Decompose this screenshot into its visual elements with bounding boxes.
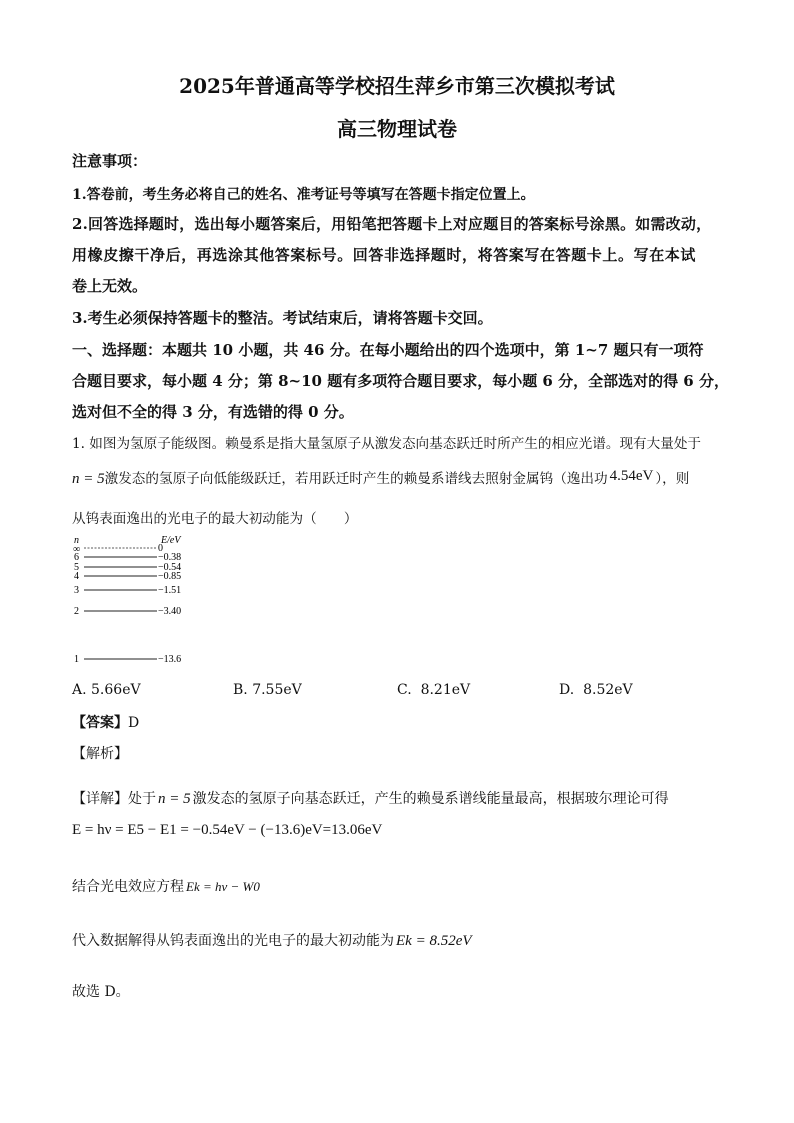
option-d (559, 682, 633, 698)
result-line (72, 930, 472, 950)
level-5-n: 5 (74, 562, 79, 573)
note-item-3: 3.考生必须保持答题卡的整洁。考试结束后，请将答题卡交回。 (72, 309, 493, 327)
level-3-e: −1.51 (158, 585, 182, 596)
section-line-2: 合题目要求，每小题 4 分；第 8~10 题有多项符合题目要求，每小题 6 分，全部选对的得 6 分， (72, 372, 729, 390)
note-item-2: 2.回答选择题时，选出每小题答案后，用铅笔把答题卡上对应题目的答案标号涂黑。如需改动， (72, 215, 712, 233)
option-d-key: D. (559, 682, 575, 698)
level-2-n: 2 (74, 606, 79, 617)
photoelectric-line (72, 876, 260, 896)
question-1-line-2-end: ），则 (655, 471, 690, 487)
photoelectric-equation: Ek = hν − W0 (186, 879, 260, 894)
detail-text-1: 处于 (128, 791, 156, 807)
question-1-n-value: n = 5 (72, 471, 105, 487)
energy-level-diagram (70, 530, 210, 670)
exam-title: 2025年普通高等学校招生萍乡市第三次模拟考试 (179, 74, 615, 98)
answer-label: 【答案】 (72, 715, 128, 731)
option-b-key: B. (233, 682, 248, 698)
option-c (397, 682, 470, 698)
equation-energy: E = hν = E5 − E1 = −0.54eV − (−13.6)eV=13.06eV (72, 822, 383, 838)
photoelectric-text: 结合光电效应方程 (72, 879, 184, 895)
answer-value: D (128, 715, 140, 731)
level-inf-e: 0 (158, 543, 163, 554)
question-1-line-2-text: 激发态的氢原子向低能级跃迁，若用跃迁时产生的赖曼系谱线去照射金属钨（逸出功 (104, 471, 608, 487)
level-3-n: 3 (74, 585, 79, 596)
diagram-n-label: n (74, 535, 79, 546)
section-line-1: 一、选择题：本题共 10 小题，共 46 分。在每小题给出的四个选项中，第 1~7 题只有一项符 (72, 341, 704, 359)
question-1-line-1: 1. 如图为氢原子能级图。赖曼系是指大量氢原子从激发态向基态跃迁时所产生的相应光谱。现有大量处于 (72, 436, 702, 452)
level-2-e: −3.40 (158, 606, 182, 617)
note-item-1: 1.答卷前，考生务必将自己的姓名、准考证号等填写在答题卡指定位置上。 (72, 187, 535, 203)
conclusion: 故选 D。 (72, 984, 130, 1000)
level-4-n: 4 (74, 571, 79, 582)
option-a-key: A. (72, 682, 87, 698)
question-1-line-2 (72, 467, 689, 488)
detail-text-2: 激发态的氢原子向基态跃迁，产生的赖曼系谱线能量最高，根据玻尔理论可得 (192, 791, 669, 807)
detail-label: 【详解】 (72, 791, 128, 807)
exam-subtitle: 高三物理试卷 (337, 117, 457, 141)
note-item-2-cont2: 卷上无效。 (72, 277, 148, 295)
diagram-e-label: E/eV (161, 535, 181, 546)
option-c-key: C. (397, 682, 412, 698)
answer-line (72, 712, 139, 732)
question-1-line-3: 从钨表面逸出的光电子的最大初动能为（ ） (72, 511, 358, 527)
option-b-value: 7.55eV (252, 682, 302, 698)
option-a (72, 682, 141, 698)
detail-n-value: n = 5 (158, 791, 191, 807)
notes-heading: 注意事项： (72, 152, 148, 170)
level-6-n: 6 (74, 552, 79, 563)
section-line-3: 选对但不全的得 3 分，有选错的得 0 分。 (72, 403, 354, 421)
level-1-n: 1 (74, 654, 79, 665)
option-b (233, 682, 302, 698)
level-5-e: −0.54 (158, 562, 182, 573)
option-c-value: 8.21eV (420, 682, 471, 698)
level-6-e: −0.38 (158, 552, 182, 563)
note-item-2-cont: 用橡皮擦干净后，再选涂其他答案标号。回答非选择题时，将答案写在答题卡上。写在本试 (72, 246, 697, 264)
detail-line (72, 788, 669, 808)
result-text: 代入数据解得从钨表面逸出的光电子的最大初动能为 (72, 933, 394, 949)
level-1-e: −13.6 (158, 654, 182, 665)
level-4-e: −0.85 (158, 571, 182, 582)
level-inf-n: ∞ (73, 544, 81, 555)
analysis-label: 【解析】 (72, 746, 128, 762)
work-function-value: 4.54eV (609, 468, 654, 484)
option-d-value: 8.52eV (583, 682, 633, 698)
result-value: Ek = 8.52eV (396, 933, 472, 949)
option-a-value: 5.66eV (91, 682, 141, 698)
